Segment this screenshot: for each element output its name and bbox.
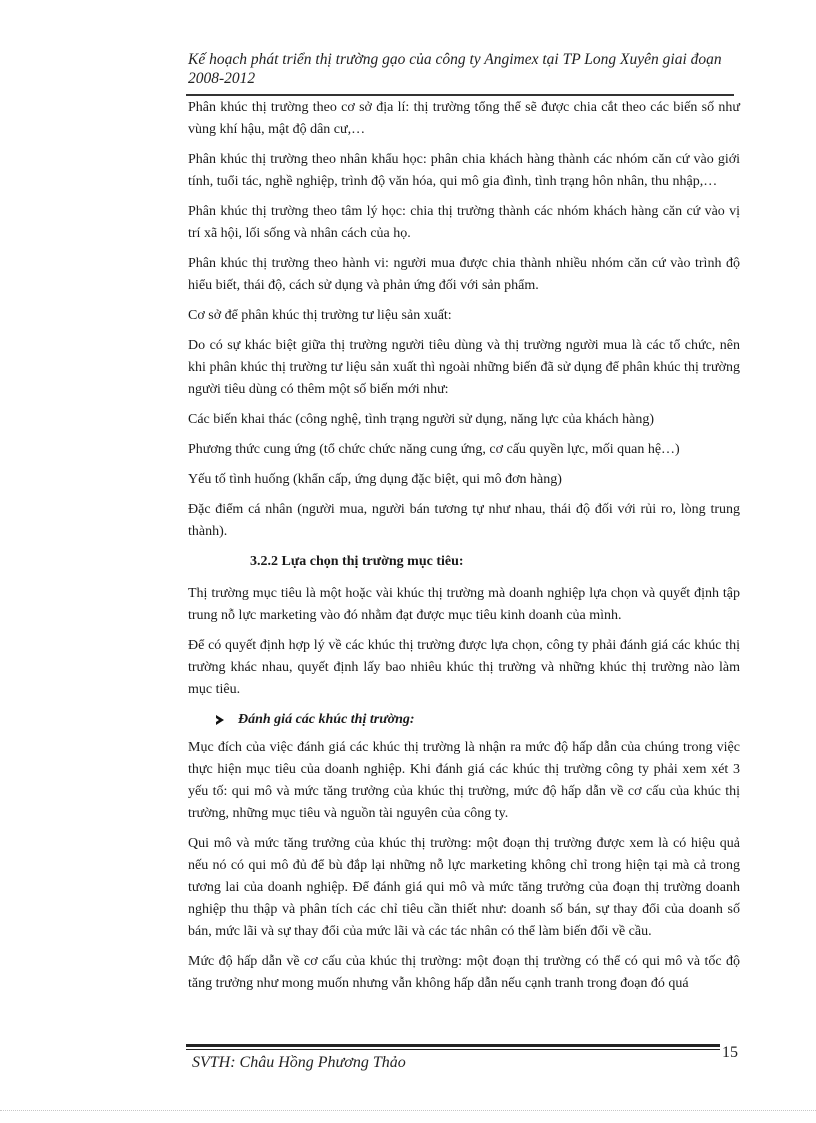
paragraph-evaluation-purpose: Mục đích của việc đánh giá các khúc thị trường là nhận ra mức độ hấp dẫn của chúng trong việc thực hiện mục tiêu của doanh nghiệp. Khi đánh giá các khúc thị trường công ty phải xem xét 3 yếu tố: qui mô và mức tăng trưởng của khúc thị trường, mức độ hấp dẫn về cơ cấu của khúc thị trường, những mục tiêu và nguồn tài nguyên của công ty.: [188, 740, 740, 821]
paragraph-structural-attractiveness: Mức độ hấp dẫn về cơ cấu của khúc thị trường: một đoạn thị trường có thể có qui mô và tốc độ tăng trưởng như mong muốn nhưng vẫn không hấp dẫn nếu cạnh tranh trong đoạn đó quá: [188, 954, 740, 991]
page-body: [188, 97, 740, 1003]
page-header-title: Kế hoạch phát triển thị trường gạo của công ty Angimex tại TP Long Xuyên giai đoạn 2008-2012: [188, 51, 722, 87]
paragraph-behavioral-segmentation: Phân khúc thị trường theo hành vi: người mua được chia thành nhiều nhóm căn cứ vào trình độ hiểu biết, thái độ, cách sử dụng và phản ứng đối với sản phẩm.: [188, 256, 740, 293]
paragraph-target-market-definition: Thị trường mục tiêu là một hoặc vài khúc thị trường mà doanh nghiệp lựa chọn và quyết định tập trung nỗ lực marketing vào đó nhằm đạt được mục tiêu kinh doanh của mình.: [188, 586, 740, 623]
footer-author: SVTH: Châu Hồng Phương Thảo: [192, 1054, 406, 1071]
footer-divider-thick: [186, 1044, 720, 1047]
paragraph-personal-characteristics: Đặc điểm cá nhân (người mua, người bán tương tự như nhau, thái độ đối với rủi ro, lòng trung thành).: [188, 502, 740, 539]
paragraph-geographic-segmentation: Phân khúc thị trường theo cơ sở địa lí: thị trường tổng thể sẽ được chia cắt theo các biến số như vùng khí hậu, mật độ dân cư,…: [188, 100, 740, 137]
bullet-heading-evaluate-segments: [216, 709, 740, 731]
paragraph-size-and-growth: Qui mô và mức tăng trưởng của khúc thị trường: một đoạn thị trường được xem là có hiệu quả nếu nó có qui mô đủ để bù đắp lại những nỗ lực marketing không chỉ trong hiện tại mà cả trong tương lai của doanh nghiệp. Để đánh giá qui mô và mức tăng trưởng của đoạn thị trường doanh nghiệp thu thập và phân tích các chỉ tiêu cần thiết như: doanh số bán, sự thay đổi của doanh số bán, mức lãi và sự thay đổi của mức lãi và các tác nhân có thể làm biến đổi về cầu.: [188, 836, 740, 939]
paragraph-target-market-decision: Để có quyết định hợp lý về các khúc thị trường được lựa chọn, công ty phải đánh giá các khúc thị trường khác nhau, quyết định lấy bao nhiêu khúc thị trường và những khúc thị trường nào làm mục tiêu.: [188, 638, 740, 697]
paragraph-purchasing-approaches: Phương thức cung ứng (tổ chức chức năng cung ứng, cơ cấu quyền lực, mối quan hệ…): [188, 442, 680, 457]
page-bottom-border: [0, 1110, 816, 1111]
paragraph-situational-factors: Yếu tố tình huống (khẩn cấp, ứng dụng đặc biệt, qui mô đơn hàng): [188, 472, 562, 487]
paragraph-industrial-differences: Do có sự khác biệt giữa thị trường người tiêu dùng và thị trường người mua là các tổ chức, nên khi phân khúc thị trường tư liệu sản xuất thì ngoài những biến đã sử dụng để phân khúc thị trường người tiêu dùng có thêm một số biến mới như:: [188, 338, 740, 397]
footer-divider-thin: [186, 1049, 720, 1050]
paragraph-industrial-basis: Cơ sở để phân khúc thị trường tư liệu sản xuất:: [188, 308, 452, 323]
paragraph-demographic-segmentation: Phân khúc thị trường theo nhân khẩu học: phân chia khách hàng thành các nhóm căn cứ vào giới tính, tuổi tác, nghề nghiệp, trình độ văn hóa, qui mô gia đình, tình trạng hôn nhân, thu nhập,…: [188, 152, 740, 189]
bullet-heading-label: Đánh giá các khúc thị trường:: [238, 712, 415, 727]
page-number: 15: [722, 1044, 738, 1061]
section-heading-target-market: 3.2.2 Lựa chọn thị trường mục tiêu:: [250, 554, 464, 569]
paragraph-psychographic-segmentation: Phân khúc thị trường theo tâm lý học: chia thị trường thành các nhóm khách hàng căn cứ vào vị trí xã hội, lối sống và nhân cách của họ.: [188, 204, 740, 241]
header-divider: [186, 94, 734, 96]
paragraph-operating-variables: Các biến khai thác (công nghệ, tình trạng người sử dụng, năng lực của khách hàng): [188, 412, 654, 427]
arrow-bullet-icon: [216, 715, 224, 725]
